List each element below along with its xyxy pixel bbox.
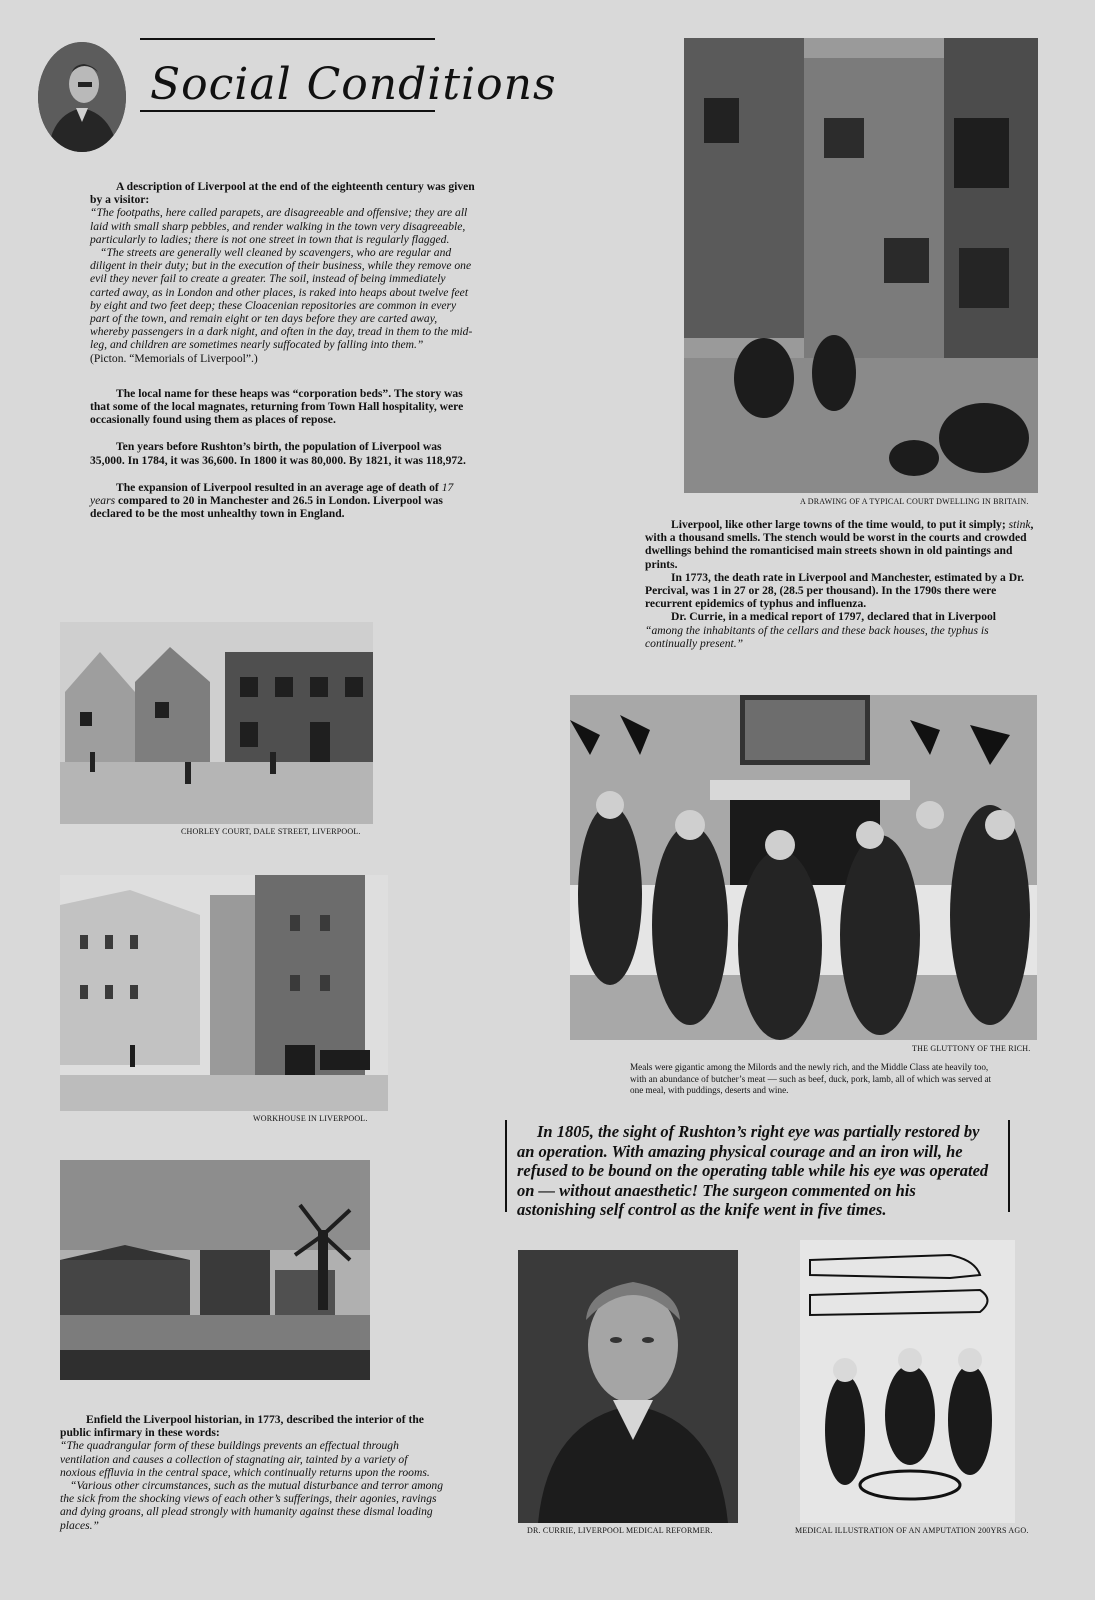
gluttony-description: Meals were gigantic among the Milords and the newly rich, and the Middle Class ate heavily too, with an abundance of butcher’s meat — such as beef, duck, pork, lamb, all of which was served at one meal, with puddings, deserts and wine. (630, 1062, 992, 1095)
death-rate-paragraph: In 1773, the death rate in Liverpool and Manchester, estimated by a Dr. Percival, was 1 in 27 or 28, (28.5 per thousand). In the 1790s there were recurrent epidemics of typhus and influenza. (645, 570, 1025, 611)
gluttony-engraving (570, 695, 1037, 1040)
stink-text-block (645, 518, 1040, 650)
title-rule-top (140, 38, 435, 40)
population-paragraph: Ten years before Rushton’s birth, the population of Liverpool was 35,000. In 1784, it was 36,600. In 1800 it was 80,000. By 1821, it was 118,972. (90, 440, 466, 467)
amputation-illustration (800, 1240, 1015, 1523)
corporation-beds-paragraph: The local name for these heaps was “corporation beds”. The story was that some of the local magnates, returning from Town Hall hospitality, were occasionally found using them as places of repose. (90, 386, 464, 427)
infirmary-quote-1: “The quadrangular form of these buildings prevents an effectual through ventilation and causes a collection of stagnating air, tainted by a variety of noxious effluvia in the central space, which continually returns upon the rooms. (60, 1439, 430, 1479)
caption-gluttony: THE GLUTTONY OF THE RICH. (912, 1044, 1031, 1053)
visitor-quote-2: “The streets are generally well cleaned by scavengers, who are regular and diligent in their duty; but in the execution of their business, while they remove one evil they never fail to create a greater. The soil, instead of being immediately carted away, as in London and other places, is raked into heaps about twelve feet by eight and two feet deep; these Cloacenian repositories are common in every part of the town, and remain eight or ten days before they are carted away, whereby passengers in a dark night, and often in the day, tread in them to the mid-leg, and children are sometimes nearly suffocated by falling into them.” (90, 246, 473, 352)
chorley-court-drawing (60, 622, 373, 824)
currie-report-paragraph: Dr. Currie, in a medical report of 1797, declared that in Liverpool (671, 610, 997, 624)
workhouse-drawing (60, 875, 388, 1111)
eye-operation-callout: In 1805, the sight of Rushton’s right eye was partially restored by an operation. With amazing physical courage and an iron will, he refused to be bound on the operating table while his eye was operated on — without anaesthetic! The surgeon commented on his astonishing self control as the knife went in five times. (505, 1120, 1010, 1212)
picton-citation: (Picton. “Memorials of Liverpool”.) (90, 351, 258, 365)
stink-paragraph: Liverpool, like other large towns of the time would, to put it simply; stink, with a thousand smells. The stench would be worst in the courts and crowded dwellings behind the romanticised main streets shown in old paintings and prints. (645, 518, 1034, 571)
title-rule-bottom (140, 110, 435, 112)
caption-amputation: MEDICAL ILLUSTRATION OF AN AMPUTATION 200YRS AGO. (795, 1526, 1029, 1535)
intro-paragraph: A description of Liverpool at the end of the eighteenth century was given by a visitor: (90, 180, 475, 207)
engraved-portrait-icon (38, 42, 126, 152)
visitor-quote-1: “The footpaths, here called parapets, are disagreeable and offensive; they are all laid with small sharp pebbles, and render walking in the town very disagreeable, particularly to ladies; there is not one street in town that is regularly flagged. (90, 206, 468, 246)
enfield-paragraph: Enfield the Liverpool historian, in 1773, described the interior of the public infirmary in these words: (60, 1413, 424, 1440)
caption-chorley-court: CHORLEY COURT, DALE STREET, LIVERPOOL. (181, 827, 361, 836)
page-title: Social Conditions (150, 59, 557, 110)
typhus-quote: “among the inhabitants of the cellars and these back houses, the typhus is continually present.” (645, 623, 989, 650)
age-of-death-paragraph: The expansion of Liverpool resulted in an average age of death of 17 years compared to 20 in Manchester and 26.5 in London. Liverpool was declared to be the most unhealthy town in England. (90, 480, 454, 521)
caption-court-dwelling: A DRAWING OF A TYPICAL COURT DWELLING IN BRITAIN. (800, 497, 1029, 506)
dr-currie-portrait (518, 1250, 738, 1523)
infirmary-text-block (60, 1413, 445, 1532)
infirmary-engraving (60, 1160, 370, 1380)
caption-dr-currie: DR. CURRIE, LIVERPOOL MEDICAL REFORMER. (527, 1526, 713, 1535)
court-dwelling-drawing (684, 38, 1038, 493)
caption-workhouse: WORKHOUSE IN LIVERPOOL. (253, 1114, 368, 1123)
portrait-medallion (38, 42, 126, 152)
infirmary-quote-2: “Various other circumstances, such as the mutual disturbance and terror among the sick from the shocking views of each other’s sufferings, their agonies, ravings and dying groans, all plead strongly with humanity against these dismal loading places.” (60, 1479, 444, 1532)
intro-text-block (90, 180, 475, 520)
